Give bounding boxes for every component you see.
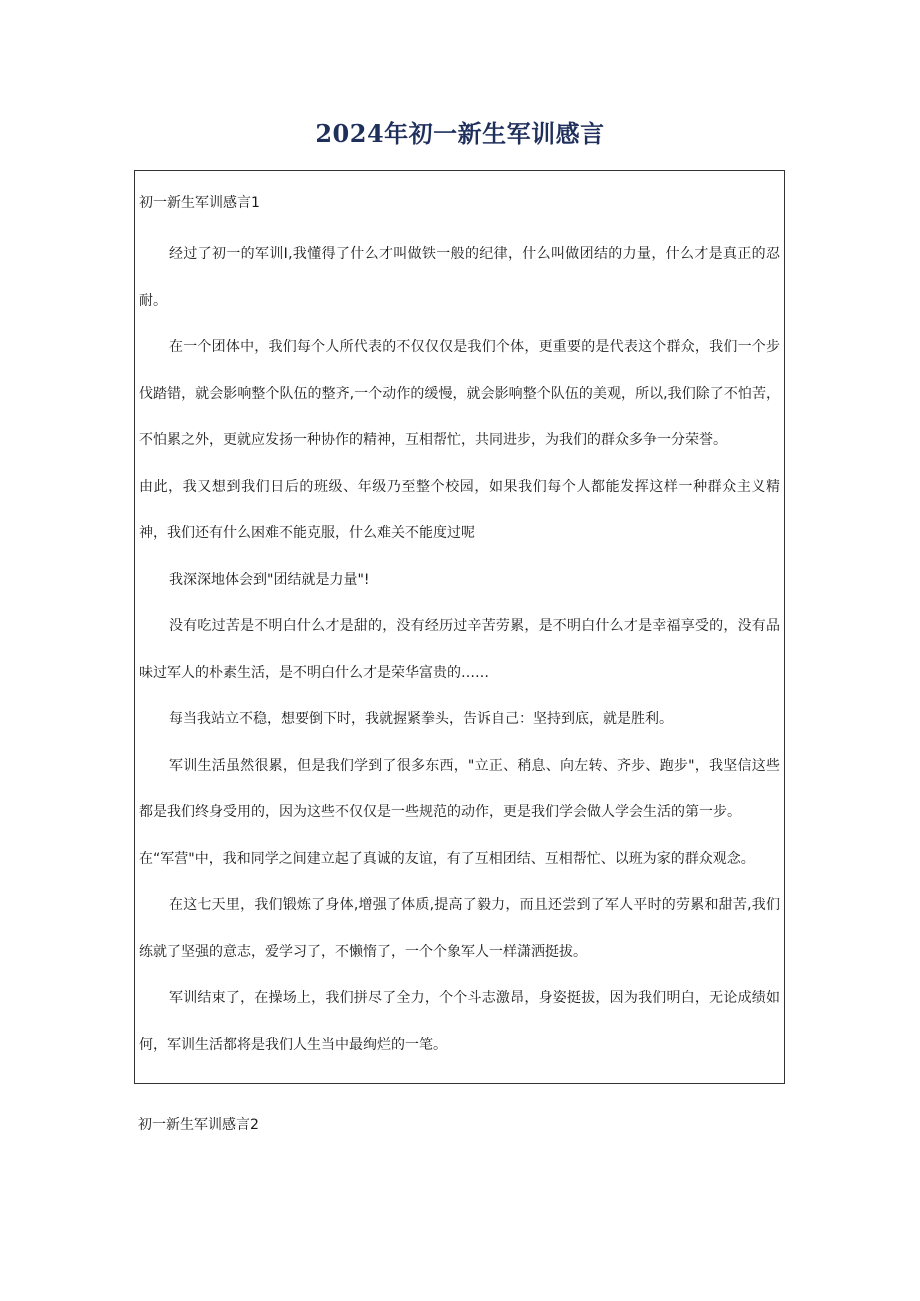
section-heading: 初一新生军训感言1 [139, 195, 260, 211]
paragraph: 由此，我又想到我们日后的班级、年级乃至整个校园，如果我们每个人都能发挥这样一种群众主义精神，我们还有什么困难不能克服，什么难关不能度过呢 [139, 478, 780, 541]
paragraph: 军训生活虽然很累，但是我们学到了很多东西，"立正、稍息、向左转、齐步、跑步"，我坚信这些都是我们终身受用的，因为这些不仅仅是一些规范的动作，更是我们学会做人学会生活的第一步。 [139, 757, 780, 820]
paragraph: 在这七天里，我们锻炼了身体,增强了体质,提高了毅力，而且还尝到了军人平时的劳累和甜苦,我们练就了坚强的意志，爱学习了，不懒惰了，一个个象军人一样潇洒挺拔。 [139, 897, 780, 960]
paragraph: 在一个团体中，我们每个人所代表的不仅仅仅是我们个体，更重要的是代表这个群众，我们一个步伐踏错，就会影响整个队伍的整齐,一个动作的缓慢，就会影响整个队伍的美观，所以,我们除了不怕苦，不怕累之外，更就应发扬一种协作的精神，互相帮忙，共同进步，为我们的群众多争一分荣誉。 [139, 339, 780, 448]
paragraph: 没有吃过苦是不明白什么才是甜的，没有经历过辛苦劳累，是不明白什么才是幸福享受的，没有品味过军人的朴素生活，是不明白什么才是荣华富贵的…… [139, 618, 780, 681]
paragraph: 军训结束了，在操场上，我们拼尽了全力，个个斗志激昂，身姿挺拔，因为我们明白，无论成绩如何，军训生活都将是我们人生当中最绚烂的一笔。 [139, 990, 780, 1053]
paragraph: 在“军营"中，我和同学之间建立起了真诚的友谊，有了互相团结、互相帮忙、以班为家的群众观念。 [139, 850, 755, 867]
paragraph: 经过了初一的军训Ⅰ,我懂得了什么才叫做铁一般的纪律，什么叫做团结的力量，什么才是真正的忍耐。 [139, 246, 780, 309]
section-heading-2: 初一新生军训感言2 [138, 1117, 259, 1133]
essay-box [134, 170, 785, 1084]
document-title: 2024年初一新生军训感言 [315, 119, 605, 148]
paragraph: 我深深地体会到"团结就是力量"! [169, 571, 370, 588]
paragraph: 每当我站立不稳，想要倒下时，我就握紧拳头，告诉自己：坚持到底，就是胜利。 [169, 711, 673, 727]
